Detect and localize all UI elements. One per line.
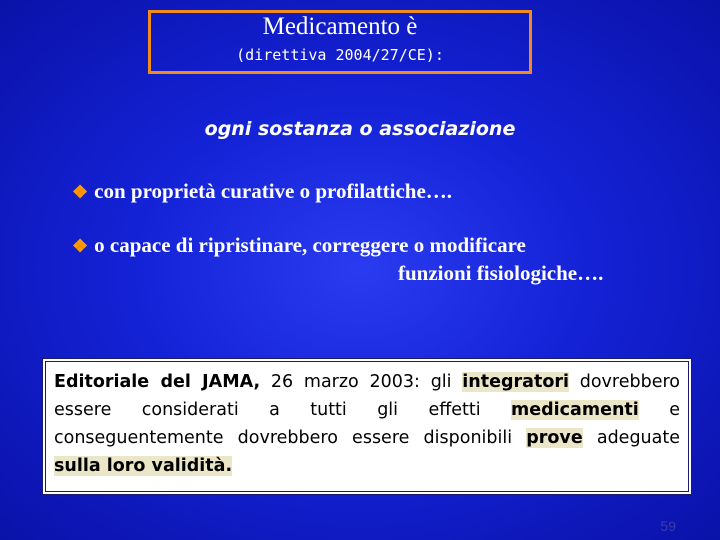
note-text: e conseguentemente dovrebbero essere disponibili (54, 400, 680, 448)
note-highlight: prove (526, 428, 583, 448)
editorial-note-box (42, 358, 692, 495)
note-highlight: sulla loro validità. (54, 456, 233, 476)
note-source: Editoriale del JAMA, (54, 372, 261, 392)
bullet-item-2 (72, 232, 603, 287)
note-highlight: integratori (462, 372, 569, 392)
note-text: 26 marzo 2003: gli (260, 372, 463, 392)
diamond-bullet-icon: ❖ (72, 236, 89, 256)
slide-title: Medicamento è (262, 13, 418, 40)
note-text: dovrebbero essere considerati a tutti gli effetti (54, 372, 680, 420)
bullet-text-line2: funzioni fisiologiche…. (398, 261, 604, 285)
slide-title-reference: (direttiva 2004/27/CE): (236, 46, 444, 64)
note-text: adeguate (582, 428, 680, 448)
title-box (148, 10, 532, 74)
bullet-item-1 (72, 178, 452, 206)
bullet-text-line1: o capace di ripristinare, correggere o modificare (94, 233, 526, 257)
note-highlight: medicamenti (511, 400, 639, 420)
bullet-text: con proprietà curative o profilattiche…. (94, 179, 453, 203)
diamond-bullet-icon: ❖ (72, 182, 89, 202)
slide-subtitle: ogni sostanza o associazione (204, 118, 516, 140)
page-number: 59 (660, 518, 676, 534)
